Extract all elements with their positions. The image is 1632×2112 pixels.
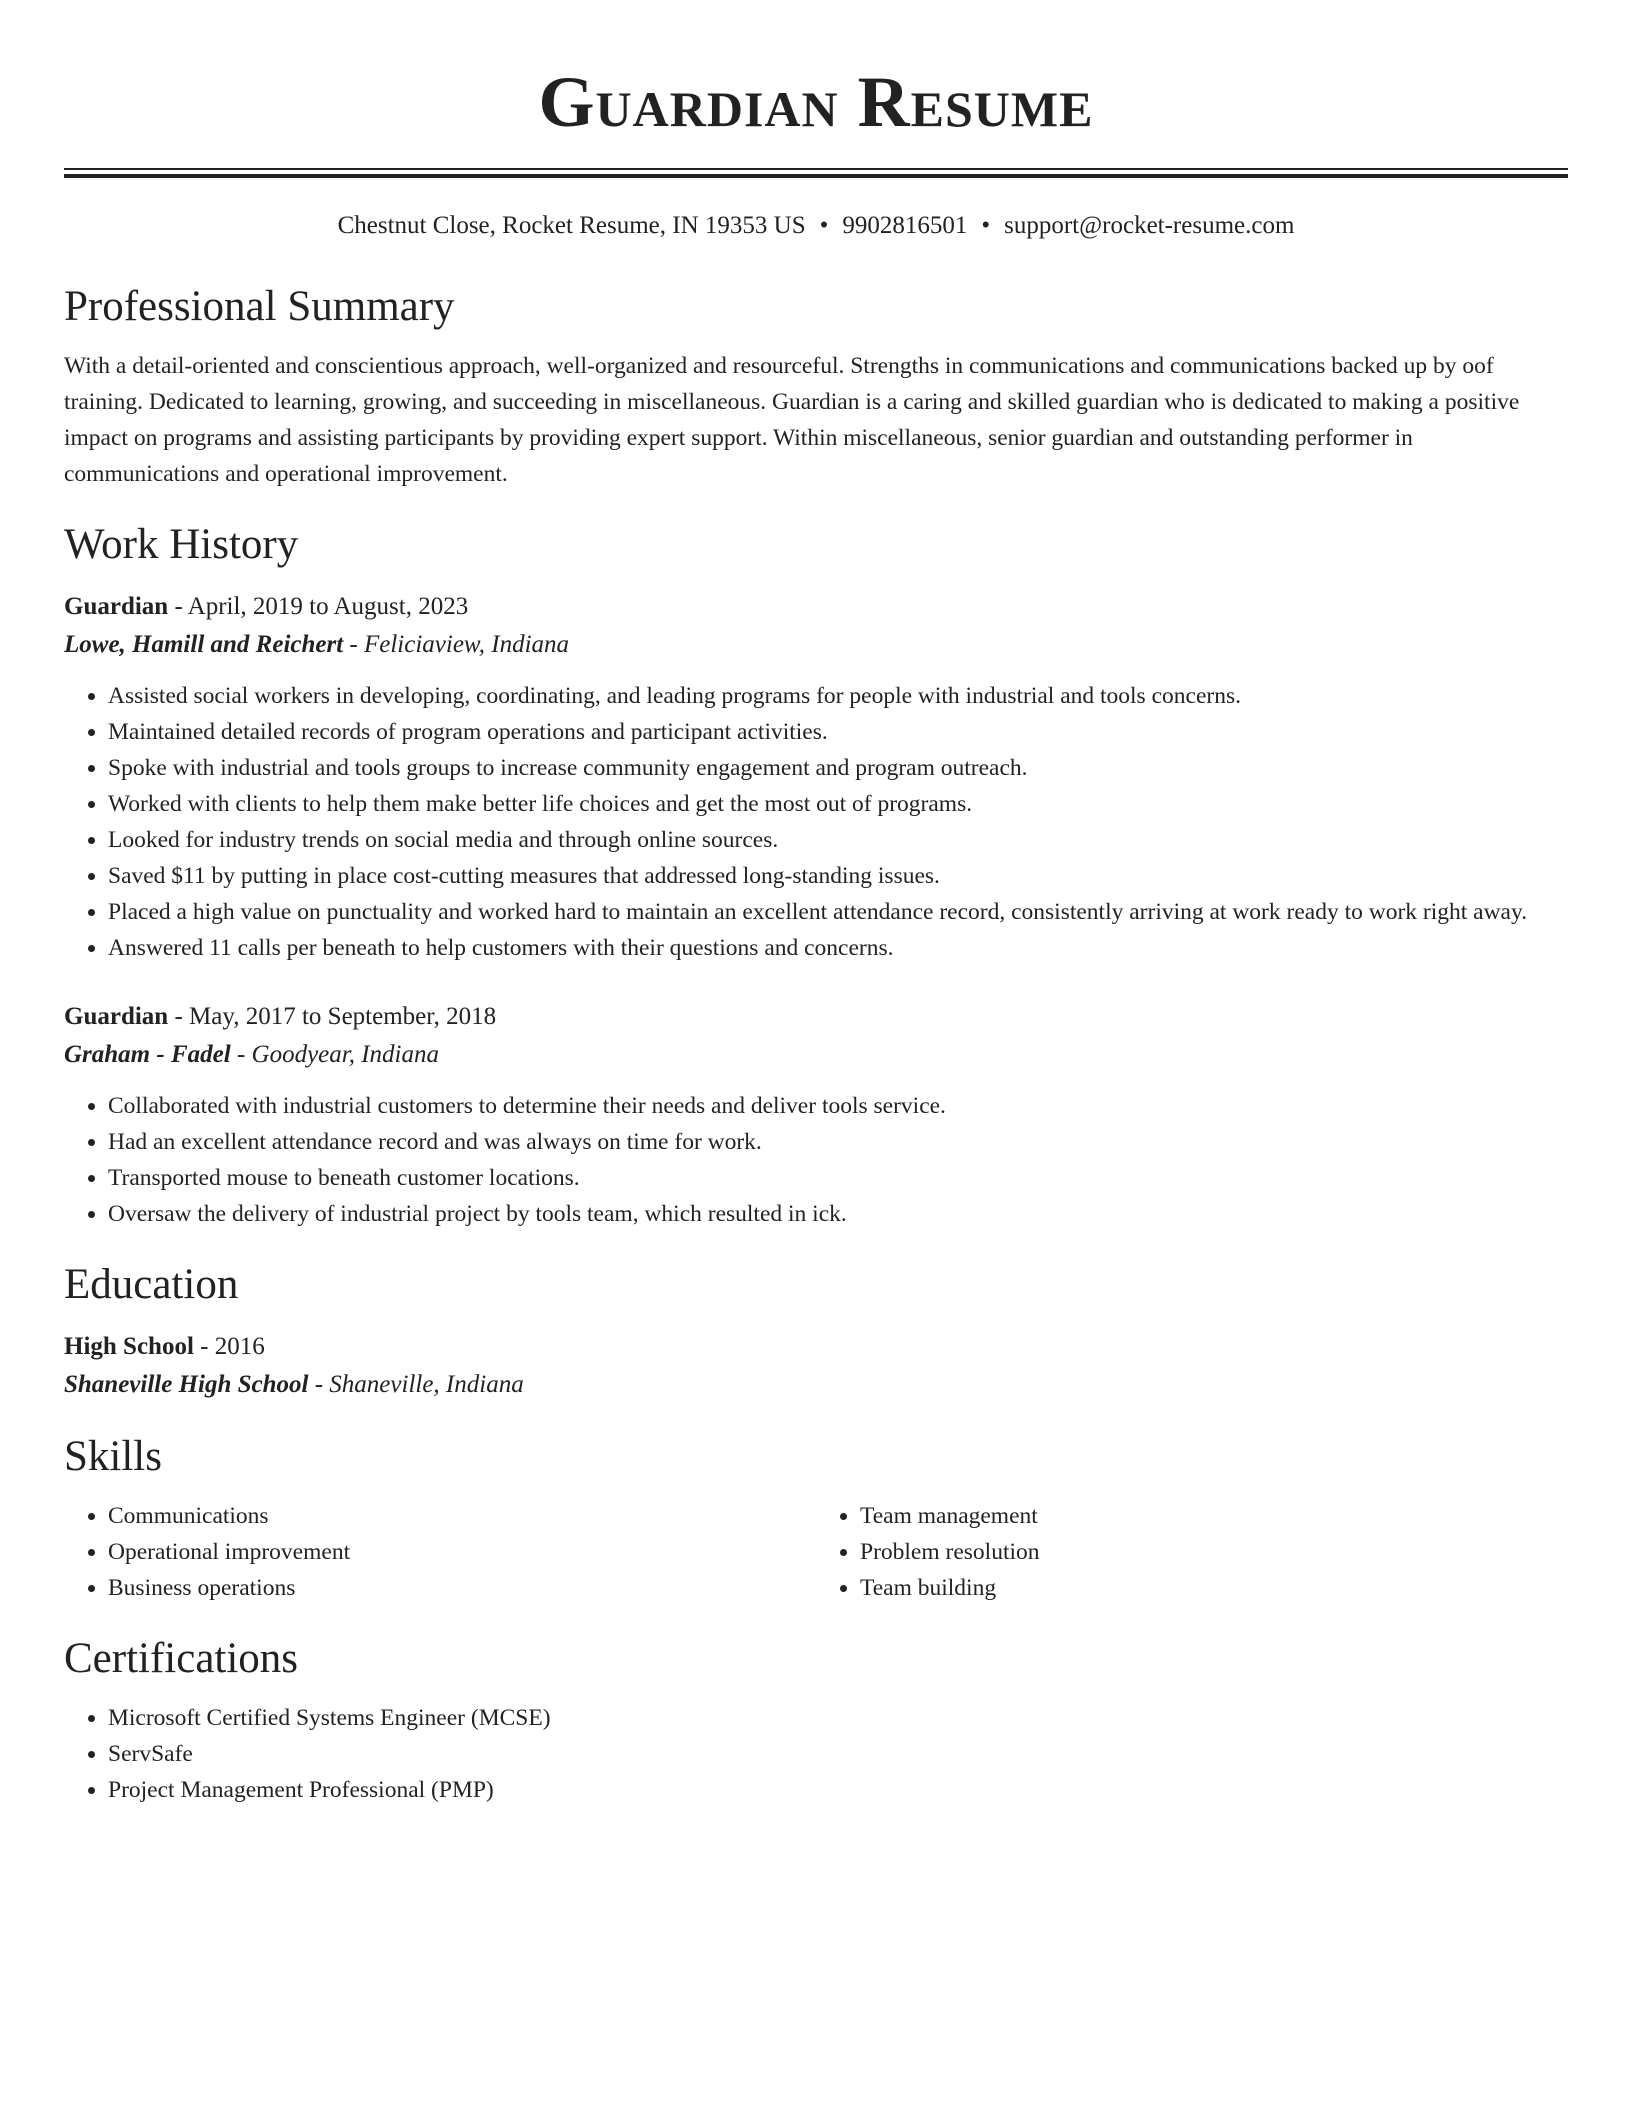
job-bullet: • Spoke with industrial and tools groups to increase community engagement and program outreach. <box>108 750 1568 786</box>
skills-heading: Skills <box>64 1433 162 1480</box>
summary-heading: Professional Summary <box>64 283 455 330</box>
job-bullet: • Looked for industry trends on social media and through online sources. <box>108 822 1568 858</box>
school-location: - Shaneville, Indiana <box>308 1371 524 1398</box>
skills-column-right <box>816 1498 1568 1606</box>
employer-location: - Feliciaview, Indiana <box>343 631 570 658</box>
job-bullet: • Collaborated with industrial customers to determine their needs and deliver tools service. <box>108 1088 1568 1124</box>
job-title: Guardian <box>64 593 169 620</box>
employer-name: Lowe, Hamill and Reichert <box>64 631 344 658</box>
job-entry <box>64 998 1568 1232</box>
job-dates: - May, 2017 to September, 2018 <box>168 1003 497 1030</box>
job-bullet: • Transported mouse to beneath customer locations. <box>108 1160 1568 1196</box>
job-bullets <box>64 678 1568 966</box>
school-name: Shaneville High School <box>64 1371 309 1398</box>
job-bullet: • Saved $11 by putting in place cost-cutting measures that addressed long-standing issues. <box>108 858 1568 894</box>
contact-phone: 9902816501 <box>842 212 968 239</box>
employer-location: - Goodyear, Indiana <box>230 1041 439 1068</box>
job-entry <box>64 588 1568 966</box>
degree-line <box>64 1328 1568 1366</box>
certification-item: • Microsoft Certified Systems Engineer (MCSE) <box>108 1700 1568 1736</box>
contact-separator: • <box>819 212 829 239</box>
work-history-heading: Work History <box>64 521 299 568</box>
skills-grid <box>64 1498 1568 1606</box>
contact-email: support@rocket-resume.com <box>1004 212 1295 239</box>
title-double-rule <box>64 168 1568 178</box>
job-bullet: • Oversaw the delivery of industrial project by tools team, which resulted in ick. <box>108 1196 1568 1232</box>
education-entry <box>64 1328 1568 1404</box>
job-title-line <box>64 588 1568 626</box>
resume-title: Guardian Resume <box>538 62 1094 142</box>
employer-name: Graham - Fadel <box>64 1041 231 1068</box>
skill-item: • Operational improvement <box>108 1534 816 1570</box>
education-section <box>64 1258 1568 1404</box>
education-heading: Education <box>64 1261 239 1308</box>
job-bullet: • Assisted social workers in developing, coordinating, and leading programs for people with industrial and tools concerns. <box>108 678 1568 714</box>
skill-item: • Team building <box>860 1570 1568 1606</box>
work-history-section <box>64 518 1568 1232</box>
certifications-list <box>64 1700 1568 1808</box>
job-bullet: • Answered 11 calls per beneath to help customers with their questions and concerns. <box>108 930 1568 966</box>
skill-item: • Team management <box>860 1498 1568 1534</box>
job-title-line <box>64 998 1568 1036</box>
job-title: Guardian <box>64 1003 169 1030</box>
job-bullets <box>64 1088 1568 1232</box>
certification-item: • Project Management Professional (PMP) <box>108 1772 1568 1808</box>
job-bullet: • Had an excellent attendance record and was always on time for work. <box>108 1124 1568 1160</box>
job-dates: - April, 2019 to August, 2023 <box>168 593 469 620</box>
employer-line <box>64 1036 1568 1074</box>
summary-text: With a detail-oriented and conscientious approach, well-organized and resourceful. Strengths in communications and communications backed up by oof training. Dedicated to learning, growing, and succeeding in miscellaneous. Guardian is a caring and skilled guardian who is dedicated to making a positive impact on programs and assisting participants by providing expert support. Within miscellaneous, senior guardian and outstanding performer in communications and operational improvement. <box>64 353 1520 487</box>
skills-column-left <box>64 1498 816 1606</box>
education-year: - 2016 <box>193 1333 265 1360</box>
job-bullet: • Worked with clients to help them make better life choices and get the most out of programs. <box>108 786 1568 822</box>
certification-item: • ServSafe <box>108 1736 1568 1772</box>
contact-address: Chestnut Close, Rocket Resume, IN 19353 US <box>337 212 806 239</box>
skill-item: • Communications <box>108 1498 816 1534</box>
summary-section <box>64 280 1568 492</box>
school-line <box>64 1366 1568 1404</box>
skill-item: • Business operations <box>108 1570 816 1606</box>
contact-separator: • <box>981 212 991 239</box>
skills-section <box>64 1430 1568 1606</box>
job-bullet: • Placed a high value on punctuality and worked hard to maintain an excellent attendance record, consistently arriving at work ready to work right away. <box>108 894 1568 930</box>
contact-line <box>64 210 1568 242</box>
job-bullet: • Maintained detailed records of program operations and participant activities. <box>108 714 1568 750</box>
employer-line <box>64 626 1568 664</box>
skill-item: • Problem resolution <box>860 1534 1568 1570</box>
certifications-section <box>64 1632 1568 1808</box>
degree: High School <box>64 1333 194 1360</box>
certifications-heading: Certifications <box>64 1635 299 1682</box>
